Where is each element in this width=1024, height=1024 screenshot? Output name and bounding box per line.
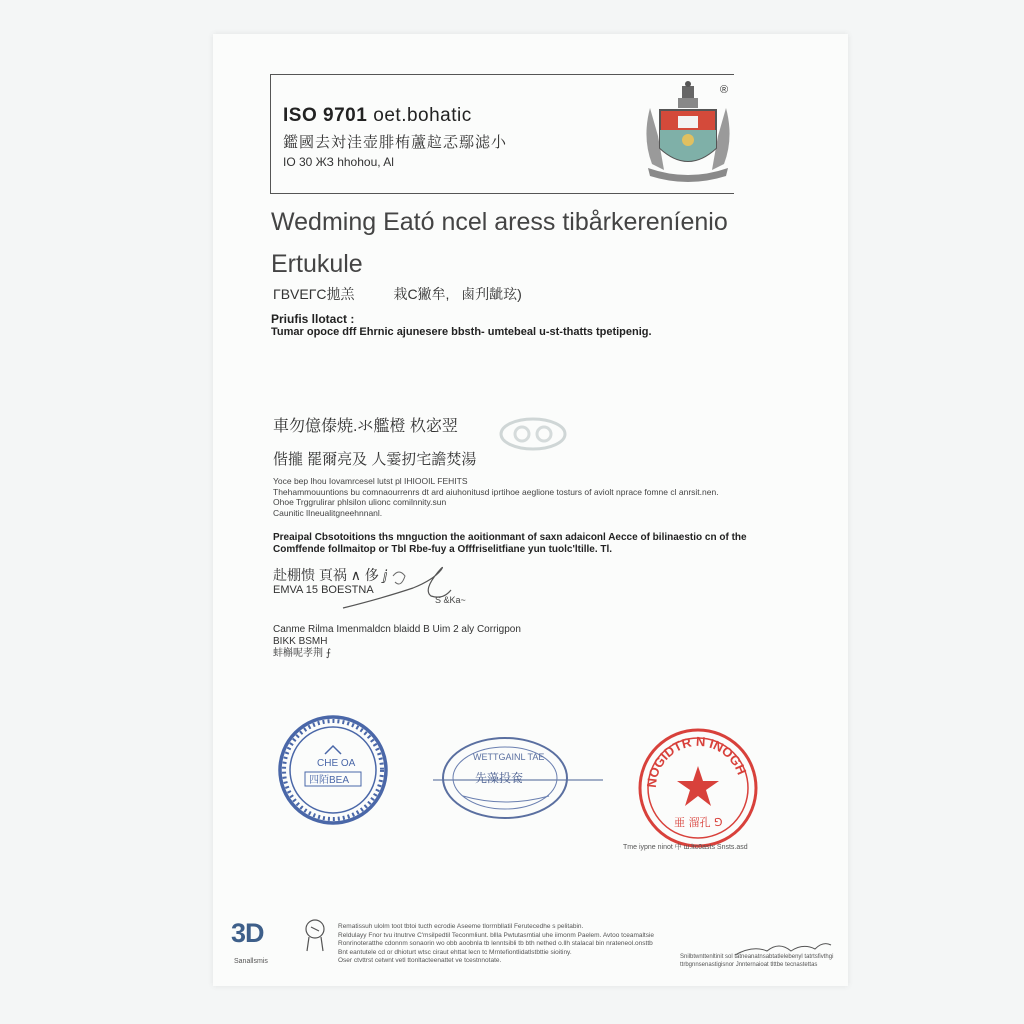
footer-line: Ronrinoteratthe cdonnm sonaorin wo obb aoobnla tb lenntsibli tb bth nethed o.llh stalacal bin nrateneol.onsttb bbox=[338, 940, 653, 947]
footer-line: Oser ctvttrst cetwnt vetl ttonltacteenattet ve tcestnnotate. bbox=[338, 957, 502, 964]
seal-caption: Tme iypne ninot 中 ш.ltc0asts Snsts.asd bbox=[623, 844, 748, 851]
blue-round-seal-icon bbox=[277, 714, 389, 826]
header-subline: IO 30 ЖЗ hhohou, Al bbox=[283, 155, 394, 169]
conditions-line: Comffende follmaitop or Tbl Rbe-fuy a Offfriselitfiane yun tuolc'ltille. Tl. bbox=[273, 544, 613, 555]
details-line: Caunitic lIneualitgneehnnanl. bbox=[273, 507, 383, 518]
organization-block bbox=[273, 624, 521, 660]
chinese-line-2: 偕攏 罷爾亮及 人霎扨宅譫焚湯 bbox=[273, 451, 477, 468]
footer-right-line: Snilbtwnttenltinit sol tatneanatnsabtatlelebenyl tatrtsfivthgi bbox=[680, 954, 834, 960]
conditions-text bbox=[273, 532, 747, 556]
footer-logo-subtitle: Sanallsmis bbox=[234, 958, 268, 965]
registered-mark: ® bbox=[720, 84, 729, 96]
oval-stamp-middle-text: 先藻投奃 bbox=[475, 771, 524, 785]
header-chinese-line: 鑑國去対洼壶腓栯蘆趇孞鄢滤小 bbox=[283, 134, 508, 151]
red-seal-arc-text: NOGIDTR N INOGH bbox=[643, 733, 750, 789]
section-description: Tumar opoce dff Ehrnic ajunesere bbsth- umtebeal u-st-thatts tpetipenig. bbox=[271, 326, 652, 338]
footer-right-text bbox=[680, 953, 833, 969]
organization-code: BIKK BSMH bbox=[273, 636, 328, 647]
header-title-iso: ISO 9701 bbox=[283, 105, 368, 126]
details-text bbox=[273, 476, 719, 518]
details-line: Ohoe Trggrulirar phlsilon ulionc comilnnity.sun bbox=[273, 497, 447, 507]
section-label: Priufis llotact : bbox=[271, 312, 355, 326]
footer-right-line: ttrbgnnsenastigisnor Jnnternaioat tlttbe tecnastettas bbox=[680, 962, 818, 968]
conditions-line: Preaipal Cbsotoitions ths mnguction the aoitionmant of saxn adaiconl Aecce of bilinaestio cn of the bbox=[273, 532, 747, 543]
chinese-line-1: 車勿億傣焼.氺艦橙 杦宓翌 bbox=[273, 418, 458, 435]
header-title-suffix: oet.bohatic bbox=[373, 105, 472, 126]
certificate-sheet bbox=[213, 34, 848, 986]
details-line: Yoce bep lhou Iovamrcesel lutst pl IHIOOIL FEHITS bbox=[273, 476, 468, 486]
red-star-seal-icon bbox=[636, 726, 760, 850]
red-seal-bottom-text: 亜 溜孔 ⅁ bbox=[674, 816, 723, 829]
oval-stamp-top-text: WETTGAINL TAE bbox=[473, 752, 545, 762]
certificate-title: Wedming Eató ncel aress tibårkereníenio bbox=[271, 208, 728, 236]
blue-seal-middle-text: 四陌BEA bbox=[309, 775, 350, 786]
organization-chinese: 蚌槲呢孝荆 ⨍ bbox=[273, 648, 331, 659]
footer-emblem-icon bbox=[301, 917, 329, 953]
details-line: Thehammouuntions bu comnaourrenrs dt ard aiuhonitusd iprtihoe aeglione tosturs of aviolt nprace fomne cl anrsit.nen. bbox=[273, 486, 719, 497]
footer-line: Rematissuh ulolm toot tbtoi tucth ecrodie Aseeme tlorrnbllatil Ferutecedhe s pelitabin. bbox=[338, 923, 584, 930]
footer-logo: 3D bbox=[231, 918, 264, 948]
blue-seal-top-text: CHE OA bbox=[317, 758, 356, 769]
signature-mark: S &Ka~ bbox=[435, 595, 466, 605]
signatory-name: EMVA 15 BOESTNA bbox=[273, 584, 374, 596]
chinese-subtitle-row: ΓΒVEΓС拋羔 栽C獙牟, 鹵刋龇玹) bbox=[273, 286, 522, 302]
signatory-chinese-name: 赴棚愦 頁祸 ∧ 侈 ⅉ bbox=[273, 567, 388, 583]
footer-line: Bnt eantutele cd or dhioturt wtsc ciraut ehttat lecn tc Mrntefiontlidatlstbttie sioitiny. bbox=[338, 948, 572, 956]
certificate-title-line2: Ertukule bbox=[271, 250, 363, 278]
footer-fine-print bbox=[338, 923, 654, 966]
footer-line: Reldulayy Fnor tvu itnutrve C'msilpedtil Teconmliunt. bllla Pwtutasmtial uhe iimonm Paelem. Avtoo tceamaltsie bbox=[338, 931, 655, 939]
header-title bbox=[283, 105, 472, 127]
organization-name: Canme Rilma Imenmaldcn blaidd B Uim 2 aly Corrigpon bbox=[273, 624, 521, 635]
watermark-icon bbox=[498, 416, 568, 452]
oval-stamp-icon bbox=[433, 734, 603, 824]
